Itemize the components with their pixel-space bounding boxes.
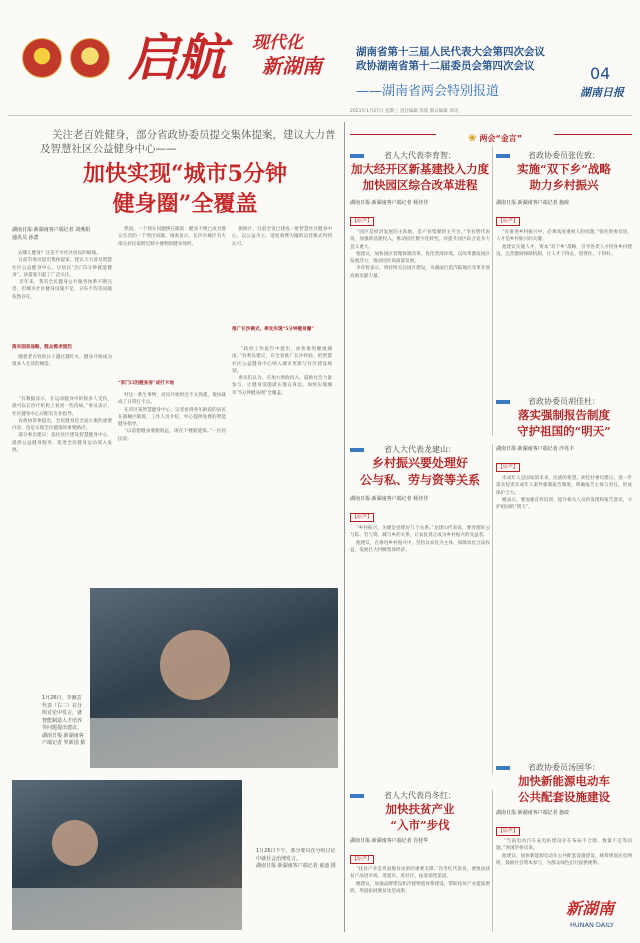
article-1-marker [496,154,510,158]
brand-sub1: 现代化 [252,33,303,53]
article-4-byline: 湖南日报·新湖南客户端记者 肖桂华 [350,838,429,844]
cppcc-emblem-icon [70,38,110,78]
article-3-byline: 湖南日报·新湖南客户端记者 沙兆丰 [496,446,575,452]
banner-flower-icon: ❀ [467,133,480,144]
brand-big: 启航 [128,28,224,87]
gold-words-banner [440,126,550,142]
article-3-title-2: 守护祖国的“明天” [517,424,611,438]
article-4-title-2: “入市”步伐 [390,818,450,832]
article-0-tag: 【原声】 [352,218,373,224]
article-4-title-1: 加快扶贫产业 [385,802,455,816]
col3-para-a: 据统计，目前全省已建成一批智慧社区健身中心，以公益为主、适度收费为辅的运营模式得到认可。 [232,227,332,247]
banner-rule [350,134,436,135]
right-divider-2 [492,444,493,774]
article-0-marker [350,154,364,158]
national-emblem-icon [22,38,62,78]
article-3-marker [496,400,510,404]
paper-name: 湖南日报 [580,86,624,99]
column-divider [344,122,345,932]
right-divider-3 [492,790,493,932]
article-2-byline: 湖南日报·新湖南客户端记者 杨佳佳 [350,496,429,502]
article-0 [350,150,490,440]
main-byline: 湖南日报·新湖南客户端记者 刘燕娟 通讯员 孙蔷 [12,227,91,241]
article-5-title-2: 公共配套设施建设 [518,790,610,804]
article-0-title-1: 加大经开区新基建投入力度 [351,162,489,176]
photo-1 [90,588,338,768]
article-5-body: “当前电动汽车充电桩建设存在布局不合理、数量不足等问题。”汤国华委员说。 他建议，加快新能源电动车公共配套设施建设，统筹规划充电网络，鼓励社会资本参与，为群众绿色出行提供便利。 [496,839,632,866]
article-4-section: 省人大代表肖冬红： [384,791,456,800]
photo-1-caption: 1月26日，李佩芸代表（右二）在分组讨论中发言，就智能制造人才培养等问题提出建议。 湖南日报·新湖南客户端记者 罗新国 摄 [42,695,86,746]
sub-head-1: 落实国家战略，群众需求强烈 [12,345,72,350]
article-3-tag: 【原声】 [498,464,519,470]
col3-para-b: “政府工作报告中提出，加快推进健康湖南。”有委员建议，在全省推广长沙经验，把智慧社区公益健身中心纳入城市更新与社区建设规划。 委员们认为，应加大财政投入，鼓励社会力量参与，让健身设施就在群众身边，加快实现城市“5分钟健身圈”全覆盖。 [232,347,332,396]
article-5-section: 省政协委员汤国华： [528,763,600,772]
article-2-body: “乡村振兴，关键是处理好几个关系。”龙建山代表说，要处理好公与私、劳与资、城与乡的关系，让农民真正成为乡村振兴的受益者。 他建议，在推进乡村振兴中，坚持以农民为主体，保障农民合法权益，发展壮大村级集体经济。 [350,526,490,553]
article-1-byline: 湖南日报·新湖南客户端记者 施政 [496,200,570,206]
article-4 [350,790,490,932]
article-1-body: “在推进乡村振兴中，必须高度重视人的问题。”张佐致委员说，人才是乡村振兴的关键。 他建议实施人才、资本“双下乡”战略，引导各类人才投身乡村建设，完善激励保障机制，让人才下得去、留得住、干得好。 [496,230,632,257]
date-line: 2021年1月27日 星期三 责任编辑 彭银 版式编辑 邓诗 [350,109,459,114]
col1-para-a: 随着老百姓的日子越过越红火，健身开始成为很多人生活的刚需。 [12,355,112,368]
brand-sub2: 新湖南 [262,54,322,78]
article-5-tag: 【原声】 [498,828,519,834]
masthead-rule [8,115,632,116]
event-line-2: 政协湖南省第十二届委员会第四次会议 [356,60,535,72]
page-number: 04 [590,64,611,83]
article-2-tag: 【原声】 [352,514,373,520]
main-headline-2: 健身圈”全覆盖 [112,191,258,217]
col2-para-a: 然而，一个现实问题摆在眼前：健身不便已成为群众生活的一个突出问题。调查显示，长沙市城区有大部分居民家附近缺少便利的健身场所。 [118,227,226,247]
photo-2-person [52,820,98,866]
article-0-title-2: 加快园区综合改革进程 [362,178,478,192]
main-lead: 去哪儿健身？这是不少社区居民的烦恼。 日前有委员提出集体提案，建议大力普及智慧社区公益健身中心，让居民“出门5分钟就能健身”。该提案引起了广泛关注。 近年来，我省全民健身公共服务体系不断完善，但城市社区健身设施不足、分布不均等问题依然存在。 [12,251,112,300]
article-5-title-1: 加快新能源电动车 [518,774,610,788]
article-4-body: “扶贫产业是巩固脱贫成果的重要支撑。”肖冬红代表说，要推动扶贫产品进市场、进超市、进社区，拓宽销售渠道。 她建议，加强品牌建设和冷链物流体系建设，帮助扶贫产业提质增效，巩固拓展脱贫攻坚成果。 [350,867,490,894]
article-1 [496,150,632,390]
photo-2-caption: 1月26日下午，部分委员在分组讨论中就社会治理发言。 湖南日报·新湖南客户端记者 童迪 摄 [256,848,336,869]
article-5-byline: 湖南日报·新湖南客户端记者 施政 [496,810,570,816]
article-3-title-1: 落实强制报告制度 [518,408,610,422]
article-5-marker [496,766,510,770]
article-0-section: 省人大代表李育智： [384,151,456,160]
article-1-tag: 【原声】 [498,218,519,224]
article-1-section: 省政协委员张佐致： [528,151,600,160]
footer-logo: 新湖南 [566,899,615,918]
article-0-byline: 湖南日报·新湖南客户端记者 杨佳佳 [350,200,429,206]
photo-2 [12,780,242,930]
article-2-marker [350,448,364,452]
col1-para-b: “有数据显示，在运动健身中的很多人受伤，就可以在医疗机构上看到一些伤病。”委员表示，社区健身中心应配有专业指导。 省政协常委提出，全民健身是全面小康的重要内容，也是实现全民健康的重要路径。 部分委员建议：依托社区建设智慧健身中心，提供公益健身服务，促进全民健身运动深入发展。 [12,397,112,454]
article-1-title-2: 助力乡村振兴 [529,178,599,192]
banner-label: 两会“金言” [479,134,523,143]
photo-1-person [160,630,230,700]
article-0-body: “园区是经济发展的主阵地，是产业集聚的主平台。”李育智代表说，加强新基建投入，推动园区数字化转型，对提升园区综合竞争力意义重大。 他建议，加快园区管理体制改革，优化营商环境，以改革激发园区发展活力，推动园区高质量发展。 李育智表示，将持续关注园区建设，为湖南打造内陆地区改革开放高地贡献力量。 [350,230,490,279]
col2-para-b: 对这一新生事物，居民开始时还不太熟悉，很快就成了日常打卡点。 在市区某智慧健身中心，记者看到各年龄段的居民在器械区锻炼，工作人员介绍，中心提供免费的智能健身指导。 “以前想健身要跑很远，现在下楼就能练。”一位居民说。 [118,393,226,442]
article-1-title-1: 实施“双下乡”战略 [517,162,611,176]
banner-rule-2 [554,134,632,135]
sub-head-3: 推广长沙模式，率先实现“5分钟健身圈” [232,327,314,332]
article-4-marker [350,794,364,798]
main-kicker: 关注老百姓健身，部分省政协委员提交集体提案，建议大力普及智慧社区公益健身中心—— [40,129,336,155]
main-headline-1: 加快实现“城市5分钟 [83,161,287,187]
article-3 [496,396,632,756]
article-3-body: 未成年人是国家的未来、民族的希望。胡佳杜委员建议，进一步落实侵害未成年人案件强制报告制度，明确报告主体与责任，形成保护合力。 她表示，要加强宣传培训，提升相关人员的发现和报告意识，守护祖国的“明天”。 [496,476,632,511]
right-divider-1 [492,146,493,436]
article-2-section: 省人大代表龙建山： [384,445,456,454]
article-5 [496,762,632,892]
article-4-tag: 【原声】 [352,856,373,862]
masthead [0,0,640,112]
article-2 [350,444,490,784]
photo-2-desk [12,888,242,930]
footer-logo-en: HUNAN DAILY [570,921,614,929]
special-report-line: ——湖南省两会特别报道 [356,84,500,99]
photo-1-desk [90,718,338,768]
article-3-section: 省政协委员胡佳杜： [528,397,600,406]
sub-head-2: “家门口的健身房”成打卡地 [118,381,174,386]
event-line-1: 湖南省第十三届人民代表大会第四次会议 [356,46,545,58]
article-2-title-2: 公与私、劳与资等关系 [359,473,480,487]
article-2-title-1: 乡村振兴要处理好 [371,456,468,470]
